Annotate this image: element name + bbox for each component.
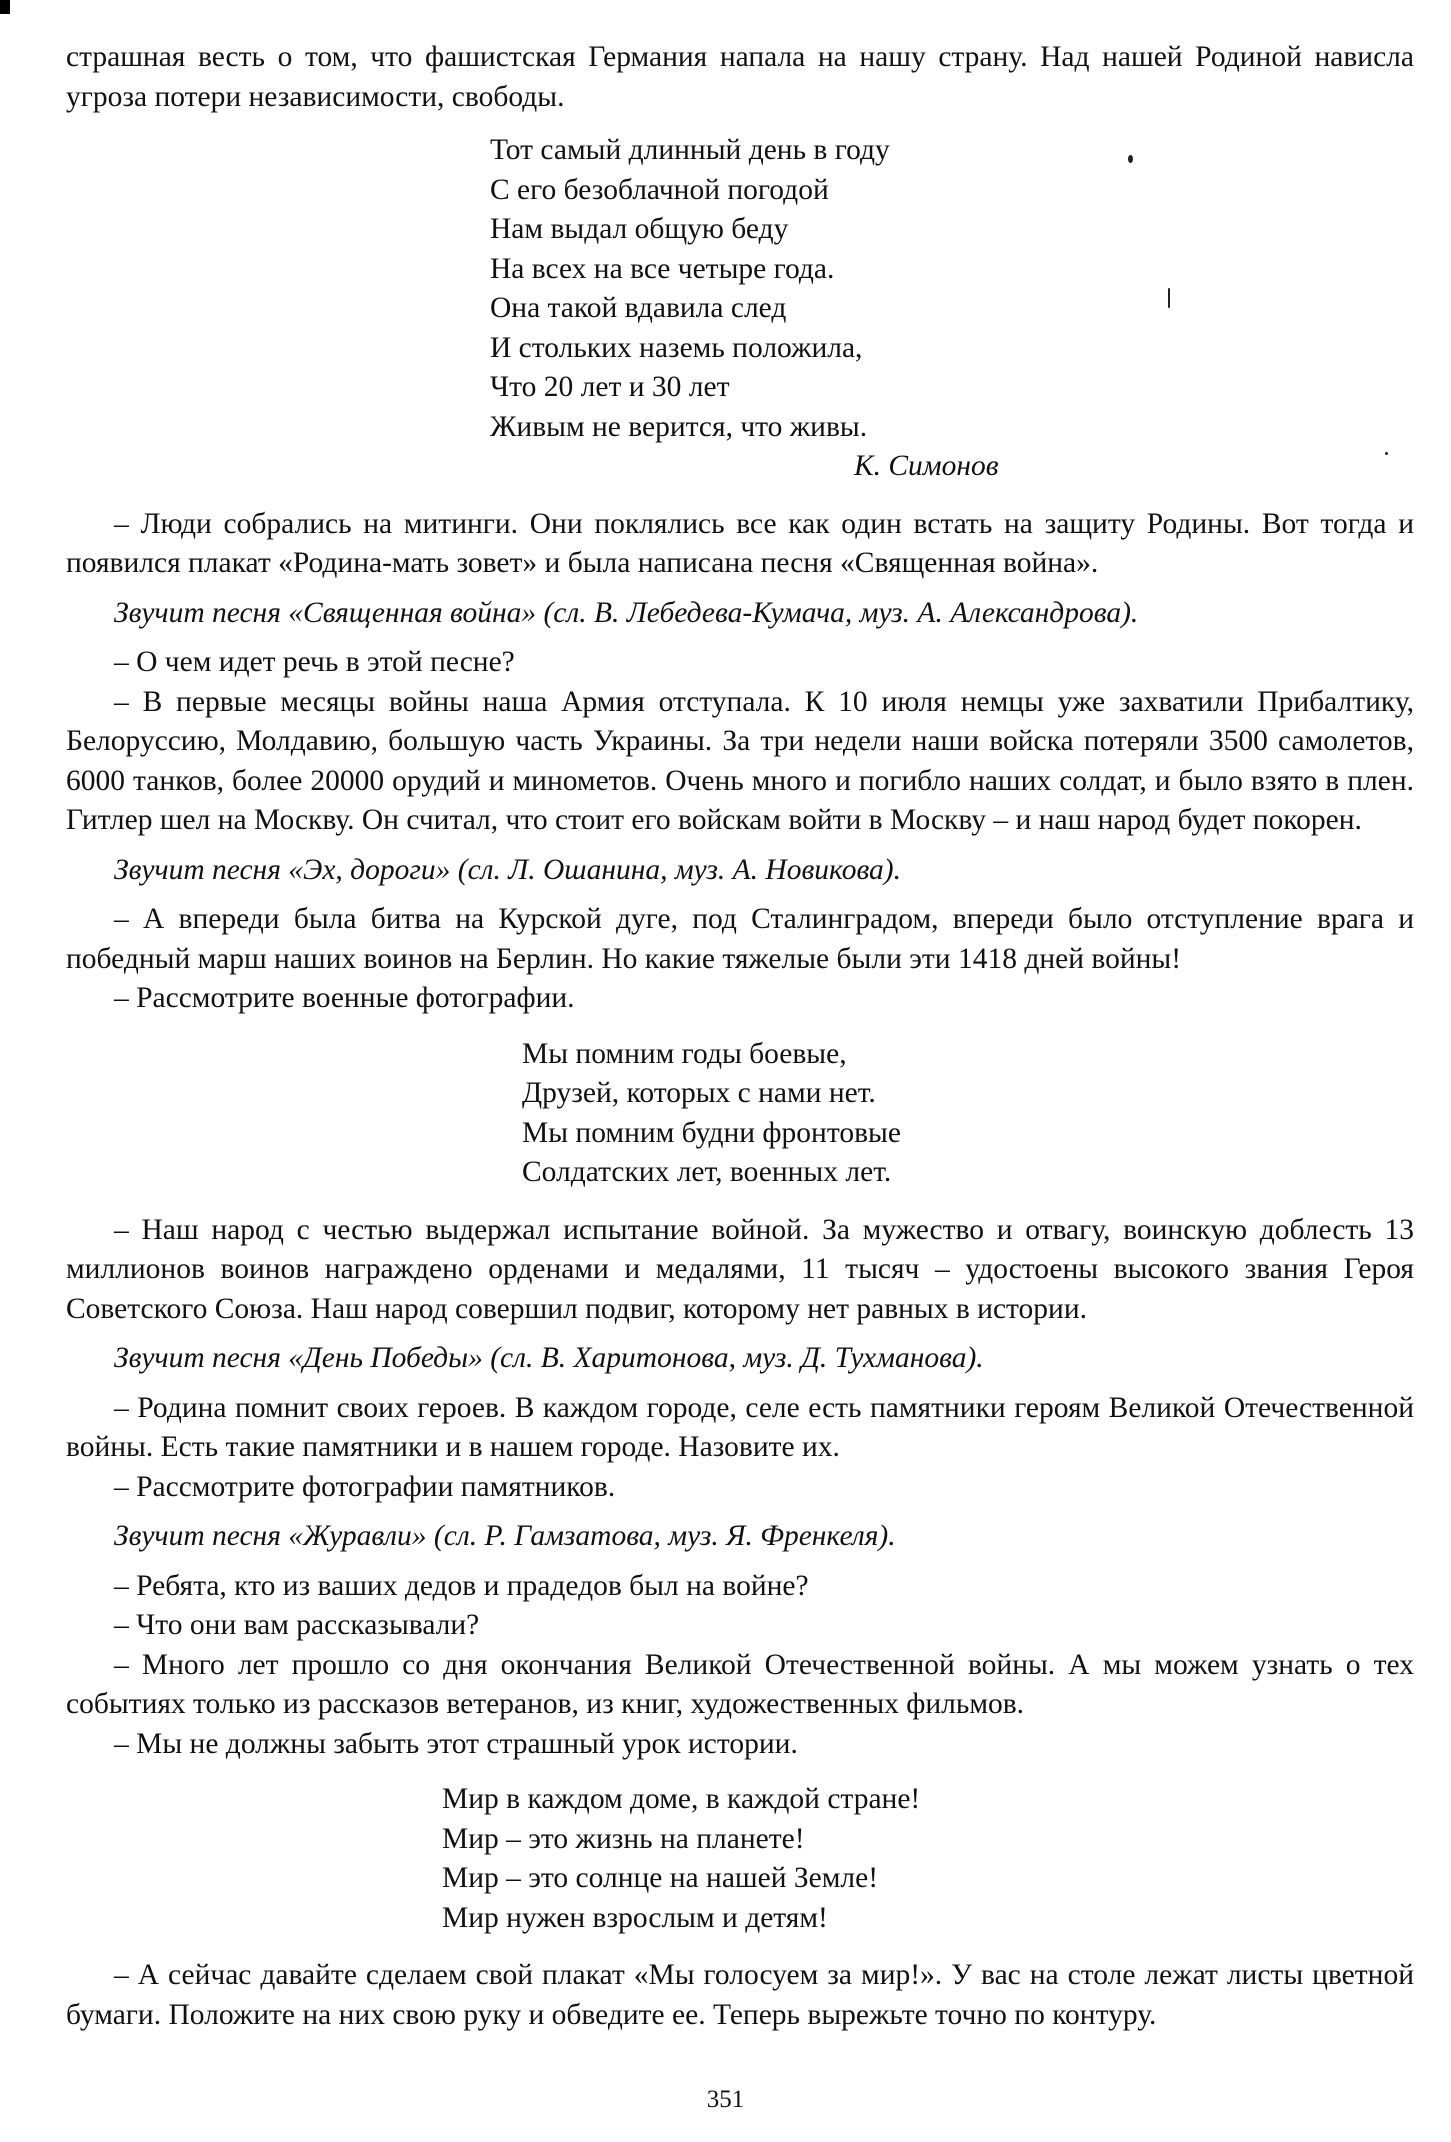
poem-line: С его безоблачной погодой <box>490 173 829 206</box>
scan-speck <box>1168 288 1170 308</box>
stage-direction: Звучит песня «Журавли» (сл. Р. Гамзатова, муз. Я. Френкеля). <box>114 1520 896 1552</box>
poem-line: Что 20 лет и 30 лет <box>490 371 730 403</box>
poem-author: К. Симонов <box>854 450 999 482</box>
paragraph: – Наш народ с честью выдержал испытание войной. За мужество и отвагу, воинскую доблесть 13 миллионов воинов награждено орденами и медалями, 11 тысяч – удостоены высокого звания Героя Советского Союза. Наш народ совершил подвиг, которому нет равных в истории. <box>66 1213 1414 1325</box>
paragraph: – А сейчас давайте сделаем свой плакат «Мы голосуем за мир!». У вас на столе лежат листы цветной бумаги. Положите на них свою руку и обведите ее. Теперь вырежьте точно по контуру. <box>66 1959 1414 2031</box>
scan-corner-mark <box>0 0 10 14</box>
poem-simonov <box>66 131 1414 447</box>
poem-line: И стольких наземь положила, <box>490 331 863 364</box>
paragraph: – А впереди была битва на Курской дуге, под Сталинградом, впереди было отступление врага и победный марш наших воинов на Берлин. Но какие тяжелые были эти 1418 дней войны! <box>66 903 1414 975</box>
paragraph: – В первые месяцы войны наша Армия отступала. К 10 июля немцы уже захватили Прибалтику, Белоруссию, Молдавию, большую часть Украины. За три недели наши войска потеряли 3500 самолетов, 6000 танков, более 20000 орудий и минометов. Очень много и погибло наших солдат, и было взято в плен. Гитлер шел на Москву. Он считал, что стоит его войскам войти в Москву – и наш народ будет покорен. <box>66 685 1414 836</box>
paragraph: – Что они вам рассказывали? <box>114 1609 480 1641</box>
poem-line: Тот самый длинный день в году <box>490 134 890 166</box>
poem-peace <box>66 1780 1414 1938</box>
poem-line: Она такой вдавила след <box>490 292 787 324</box>
poem-war-years <box>66 1035 1414 1193</box>
poem-line: На всех на все четыре года. <box>490 252 835 285</box>
page-body <box>66 38 1414 2035</box>
paragraph: – Ребята, кто из ваших дедов и прадедов был на войне? <box>114 1569 809 1602</box>
poem-line: Солдатских лет, военных лет. <box>522 1156 892 1188</box>
scan-speck <box>1128 155 1133 163</box>
poem-line: Друзей, которых с нами нет. <box>522 1077 876 1109</box>
poem-line: Мы помним годы боевые, <box>522 1037 847 1070</box>
poem-line: Мир в каждом доме, в каждой стране! <box>442 1783 921 1815</box>
stage-direction: Звучит песня «Священная война» (сл. В. Лебедева-Кумача, муз. А. Александрова). <box>114 596 1139 629</box>
paragraph: – Рассмотрите военные фотографии. <box>114 982 575 1014</box>
poem-line: Живым не верится, что живы. <box>490 410 868 443</box>
stage-direction: Звучит песня «Эх, дороги» (сл. Л. Ошанина, муз. А. Новикова). <box>114 853 901 886</box>
paragraph: – Рассмотрите фотографии памятников. <box>114 1470 616 1503</box>
paragraph: – Родина помнит своих героев. В каждом городе, селе есть памятники героям Великой Отечественной войны. Есть такие памятники и в нашем городе. Назовите их. <box>66 1391 1414 1463</box>
paragraph: – Много лет прошло со дня окончания Великой Отечественной войны. А мы можем узнать о тех событиях только из рассказов ветеранов, из книг, художественных фильмов. <box>66 1648 1414 1720</box>
poem-line: Нам выдал общую беду <box>490 213 789 245</box>
paragraph: – Мы не должны забыть этот страшный урок истории. <box>114 1727 798 1760</box>
poem-line: Мы помним будни фронтовые <box>522 1116 901 1149</box>
poem-line: Мир – это жизнь на планете! <box>442 1822 805 1855</box>
stage-direction: Звучит песня «День Победы» (сл. В. Харитонова, муз. Д. Тухманова). <box>114 1342 984 1374</box>
paragraph: – О чем идет речь в этой песне? <box>114 646 515 678</box>
page-number: 351 <box>706 2086 745 2113</box>
poem-line: Мир – это солнце на нашей Земле! <box>442 1862 879 1894</box>
intro-paragraph: страшная весть о том, что фашистская Германия напала на нашу страну. Над нашей Родиной нависла угроза потери независимости, свободы. <box>66 41 1414 113</box>
scan-speck <box>1385 452 1388 455</box>
paragraph: – Люди собрались на митинги. Они поклялись все как один встать на защиту Родины. Вот тогда и появился плакат «Родина-мать зовет» и была написана песня «Священная война». <box>66 507 1414 579</box>
poem-line: Мир нужен взрослым и детям! <box>442 1901 828 1934</box>
